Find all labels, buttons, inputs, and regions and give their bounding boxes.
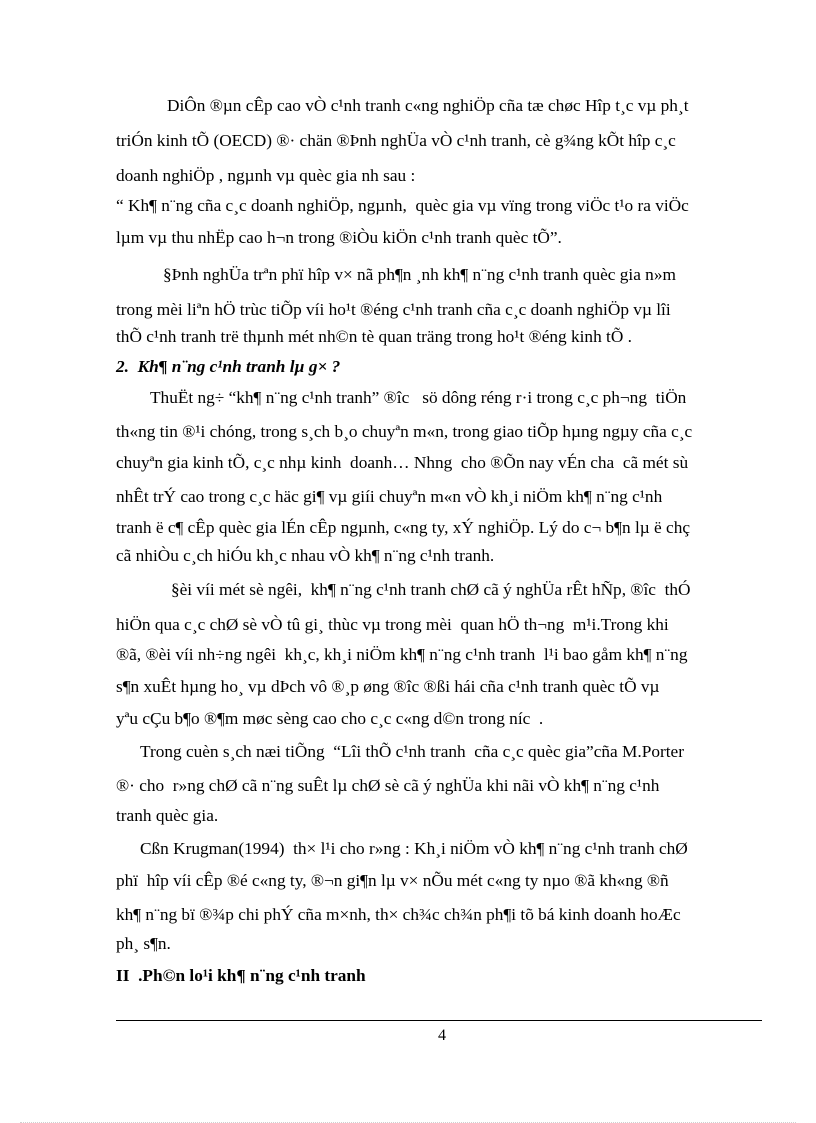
text-line-2: triÓn kinh tÕ (OECD) ®· chän ®Þnh nghÜa vÒ c¹nh tranh, cè g¾ng kÕt hîp c¸c <box>116 131 676 150</box>
section-heading-2: 2. Kh¶ n¨ng c¹nh tranh lµ g× ? <box>116 357 341 376</box>
text-line-7: trong mèi liªn hÖ trùc tiÕp víi ho¹t ®éng c¹nh tranh cña c¸c doanh nghiÖp vµ lîi <box>116 300 671 319</box>
text-line-19: s¶n xuÊt hµng ho¸ vµ dÞch vô ®¸p øng ®îc ®ßi hái cña c¹nh tranh quèc tÕ vµ <box>116 677 660 696</box>
text-line-1: DiÔn ®µn cÊp cao vÒ c¹nh tranh c«ng nghiÖp cña tæ chøc Hîp t¸c vµ ph¸t <box>167 96 689 115</box>
text-line-24: Cßn Krugman(1994) th× l¹i cho r»ng : Kh¸i niÖm vÒ kh¶ n¨ng c¹nh tranh chØ <box>140 839 688 858</box>
text-line-13: nhÊt trÝ cao trong c¸c häc gi¶ vµ giíi chuyªn m«n vÒ kh¸i niÖm kh¶ n¨ng c¹nh <box>116 487 663 506</box>
text-line-25: phï hîp víi cÊp ®é c«ng ty, ®¬n gi¶n lµ v× nÕu mét c«ng ty nµo ®ã kh«ng ®ñ <box>116 871 669 890</box>
text-line-6: §Þnh nghÜa trªn phï hîp v× nã ph¶n ¸nh kh¶ n¨ng c¹nh tranh quèc gia n»m <box>163 265 676 284</box>
text-line-21: Trong cuèn s¸ch næi tiÕng “Lîi thÕ c¹nh tranh cña c¸c quèc gia”cña M.Porter <box>140 742 684 761</box>
text-line-11: th«ng tin ®¹i chóng, trong s¸ch b¸o chuyªn m«n, trong giao tiÕp hµng ngµy cña c¸c <box>116 422 693 441</box>
text-line-27: ph¸ s¶n. <box>116 934 171 953</box>
text-line-18: ®ã, ®èi víi nh÷ng ngêi kh¸c, kh¸i niÖm kh¶ n¨ng c¹nh tranh l¹i bao gåm kh¶ n¨ng <box>116 645 688 664</box>
text-line-22: ®· cho r»ng chØ cã n¨ng suÊt lµ chØ sè cã ý nghÜa khi nãi vÒ kh¶ n¨ng c¹nh <box>116 776 660 795</box>
text-line-23: tranh quèc gia. <box>116 806 219 825</box>
footer-divider <box>116 1020 762 1021</box>
text-line-4: “ Kh¶ n¨ng cña c¸c doanh nghiÖp, ngµnh, quèc gia vµ vïng trong viÖc t¹o ra viÖc <box>116 196 689 215</box>
text-line-3: doanh nghiÖp , ngµnh vµ quèc gia nh sau : <box>116 166 416 185</box>
text-line-8: thÕ c¹nh tranh trë thµnh mét nh©n tè quan träng trong ho¹t ®éng kinh tÕ . <box>116 327 632 346</box>
text-line-17: hiÖn qua c¸c chØ sè vÒ tû gi¸ thùc vµ trong mèi quan hÖ th¬ng m¹i.Trong khi <box>116 615 669 634</box>
text-line-26: kh¶ n¨ng bï ®¾p chi phÝ cña m×nh, th× ch¾c ch¾n ph¶i tõ bá kinh doanh hoÆc <box>116 905 681 924</box>
text-line-16: §èi víi mét sè ngêi, kh¶ n¨ng c¹nh tranh chØ cã ý nghÜa rÊt hÑp, ®îc thÓ <box>171 580 691 599</box>
section-heading-ii: II .Ph©n lo¹i kh¶ n¨ng c¹nh tranh <box>116 966 366 985</box>
text-line-14: tranh ë c¶ cÊp quèc gia lÉn cÊp ngµnh, c«ng ty, xÝ nghiÖp. Lý do c¬ b¶n lµ ë chç <box>116 518 691 537</box>
text-line-15: cã nhiÒu c¸ch hiÓu kh¸c nhau vÒ kh¶ n¨ng c¹nh tranh. <box>116 546 495 565</box>
page-number: 4 <box>438 1027 446 1044</box>
text-line-12: chuyªn gia kinh tÕ, c¸c nhµ kinh doanh… Nhng cho ®Õn nay vÉn cha cã mét sù <box>116 453 689 472</box>
text-line-5: lµm vµ thu nhËp cao h¬n trong ®iÒu kiÖn c¹nh tranh quèc tÕ”. <box>116 228 562 247</box>
text-line-10: ThuËt ng÷ “kh¶ n¨ng c¹nh tranh” ®îc sö dông réng r·i trong c¸c ph¬ng tiÖn <box>150 388 687 407</box>
text-line-20: yªu cÇu b¶o ®¶m møc sèng cao cho c¸c c«ng d©n trong níc . <box>116 709 544 728</box>
